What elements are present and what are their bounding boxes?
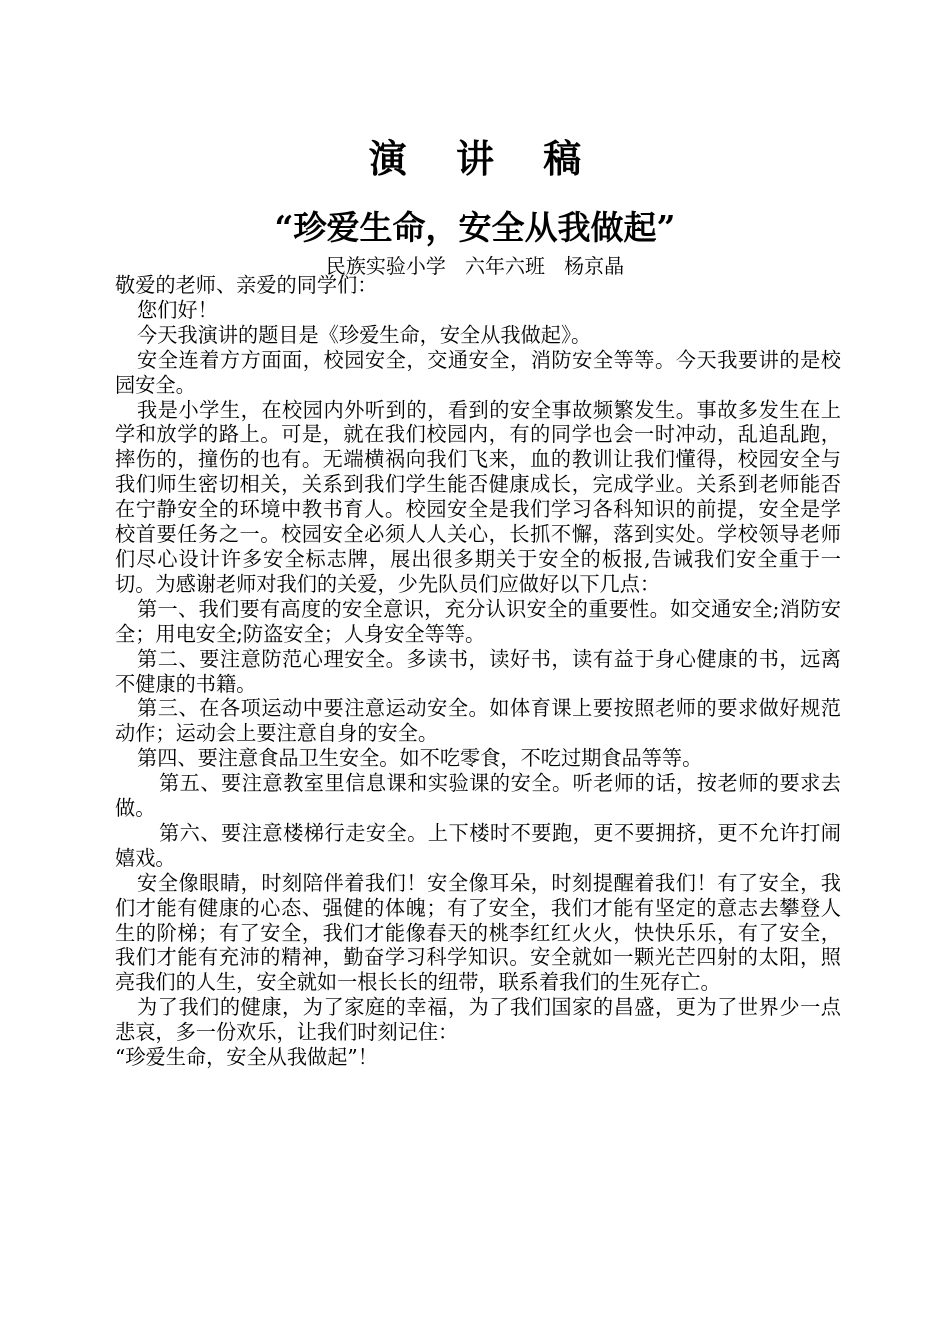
author-byline: 民族实验小学 六年六班 杨京晶 (325, 254, 625, 278)
speech-body (115, 273, 841, 1070)
point-item: 第三、在各项运动中要注意运动安全。如体育课上要按照老师的要求做好规范动作；运动会上要注意自身的安全。 (115, 696, 841, 746)
paragraph: 安全像眼睛，时刻陪伴着我们！安全像耳朵，时刻提醒着我们！有了安全，我们才能有健康的心态、强健的体魄；有了安全，我们才能有坚定的意志去攀登人生的阶梯；有了安全，我们才能像春天的桃李红红火火，快快乐乐，有了安全，我们才能有充沛的精神，勤奋学习科学知识。安全就如一颗光芒四射的太阳，照亮我们的人生，安全就如一根长长的纽带，联系着我们的生死存亡。 (115, 870, 841, 995)
paragraph: 今天我演讲的题目是《珍爱生命，安全从我做起》。 (137, 322, 592, 347)
paragraph: 安全连着方方面面，校园安全，交通安全，消防安全等等。今天我要讲的是校园安全。 (115, 347, 841, 397)
paragraph: 为了我们的健康，为了家庭的幸福，为了我们国家的昌盛，更为了世界少一点悲哀，多一份欢乐，让我们时刻记住： (115, 995, 841, 1045)
point-item: 第六、要注意楼梯行走安全。上下楼时不要跑，更不要拥挤，更不允许打闹嬉戏。 (115, 820, 841, 870)
closing-slogan: “珍爱生命，安全从我做起”！ (115, 1045, 378, 1070)
salutation: 敬爱的老师、亲爱的同学们： (115, 273, 378, 297)
speech-title: “珍爱生命，安全从我做起” (274, 208, 676, 247)
point-item: 第四、要注意食品卫生安全。如不吃零食，不吃过期食品等等。 (137, 746, 703, 771)
point-item: 第二、要注意防范心理安全。多读书，读好书，读有益于身心健康的书，远离不健康的书籍。 (115, 646, 841, 696)
paragraph: 我是小学生，在校园内外听到的，看到的安全事故频繁发生。事故多发生在上学和放学的路上。可是，就在我们校园内，有的同学也会一时冲动，乱追乱跑，摔伤的，撞伤的也有。无端横祸向我们飞来，血的教训让我们懂得，校园安全与我们师生密切相关，关系到我们学生能否健康成长，完成学业。关系到老师能否在宁静安全的环境中教书育人。校园安全是我们学习各科知识的前提，安全是学校首要任务之一。校园安全必须人人关心，长抓不懈，落到实处。学校领导老师们尽心设计许多安全标志牌，展出很多期关于安全的板报,告诫我们安全重于一切。为感谢老师对我们的关爱，少先队员们应做好以下几点： (115, 397, 841, 596)
point-item: 第一、我们要有高度的安全意识，充分认识安全的重要性。如交通安全;消防安全；用电安全;防盗安全；人身安全等等。 (115, 596, 841, 646)
document-title: 演 讲 稿 (368, 136, 600, 181)
point-item: 第五、要注意教室里信息课和实验课的安全。听老师的话，按老师的要求去做。 (115, 771, 841, 821)
greeting: 您们好！ (137, 297, 218, 322)
